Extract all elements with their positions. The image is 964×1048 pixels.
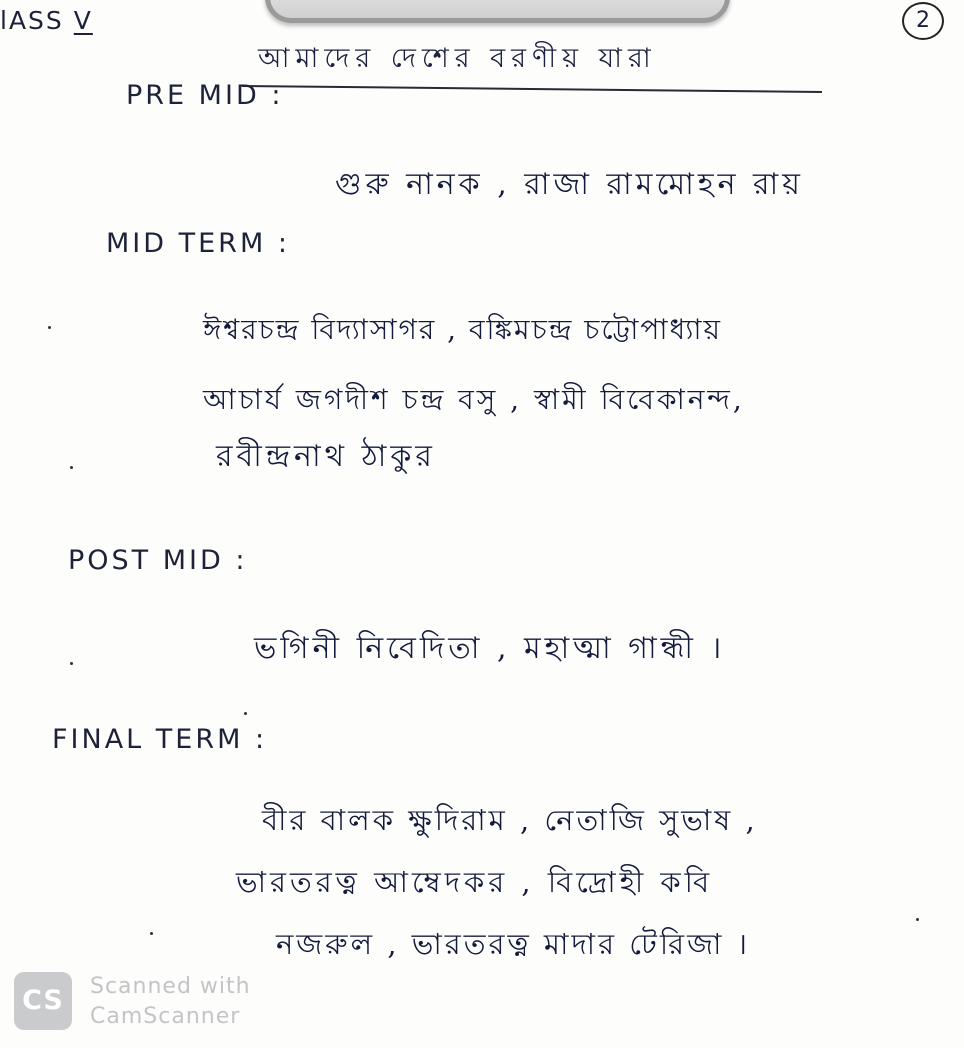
mid-term-line-3: রবীন্দ্রনাথ ঠাকুর — [216, 439, 436, 474]
mid-term-line-1: ঈশ্বরচন্দ্র বিদ্যাসাগর , বঙ্কিমচন্দ্র চট্টোপাধ্যায় — [203, 313, 722, 346]
post-mid-line-1: ভগিনী নিবেদিতা , মহাত্মা গান্ধী । — [254, 631, 726, 666]
scan-speck — [244, 712, 247, 715]
final-term-line-1: বীর বালক ক্ষুদিরাম , নেতাজি সুভাষ , — [262, 803, 758, 837]
class-text: lASS — [0, 6, 64, 35]
mid-term-line-2: আচার্য জগদীশ চন্দ্র বসু , স্বামী বিবেকানন্দ, — [203, 383, 745, 416]
page-title: আমাদের দেশের বরণীয় যারা — [258, 43, 657, 74]
final-term-line-3: নজরুল , ভারতরত্ন মাদার টেরিজা । — [276, 927, 751, 961]
scan-speck — [150, 932, 153, 935]
watermark-line-1: Scanned with — [90, 974, 251, 999]
pre-mid-line-1: গুরু নানক , রাজা রামমোহন রায় — [335, 167, 804, 202]
section-heading-post-mid: POST MID : — [68, 545, 248, 576]
section-heading-final-term: FINAL TERM : — [52, 724, 268, 755]
section-heading-pre-mid: PRE MID : — [126, 80, 284, 111]
scan-speck — [916, 918, 919, 921]
scan-speck — [48, 326, 51, 329]
camscanner-logo: CS — [14, 972, 72, 1030]
final-term-line-2: ভারতরত্ন আম্বেদকর , বিদ্রোহী কবি — [236, 865, 714, 899]
page-number: 2 — [902, 2, 944, 40]
scan-speck — [70, 662, 73, 665]
scan-speck — [70, 466, 73, 469]
title-underline — [242, 85, 822, 93]
class-roman-numeral: V — [73, 6, 93, 35]
class-label — [0, 6, 93, 35]
watermark-line-2: CamScanner — [90, 1004, 241, 1029]
stapler-clip — [265, 0, 730, 23]
camscanner-watermark — [14, 972, 274, 1036]
section-heading-mid-term: MID TERM : — [106, 228, 290, 259]
